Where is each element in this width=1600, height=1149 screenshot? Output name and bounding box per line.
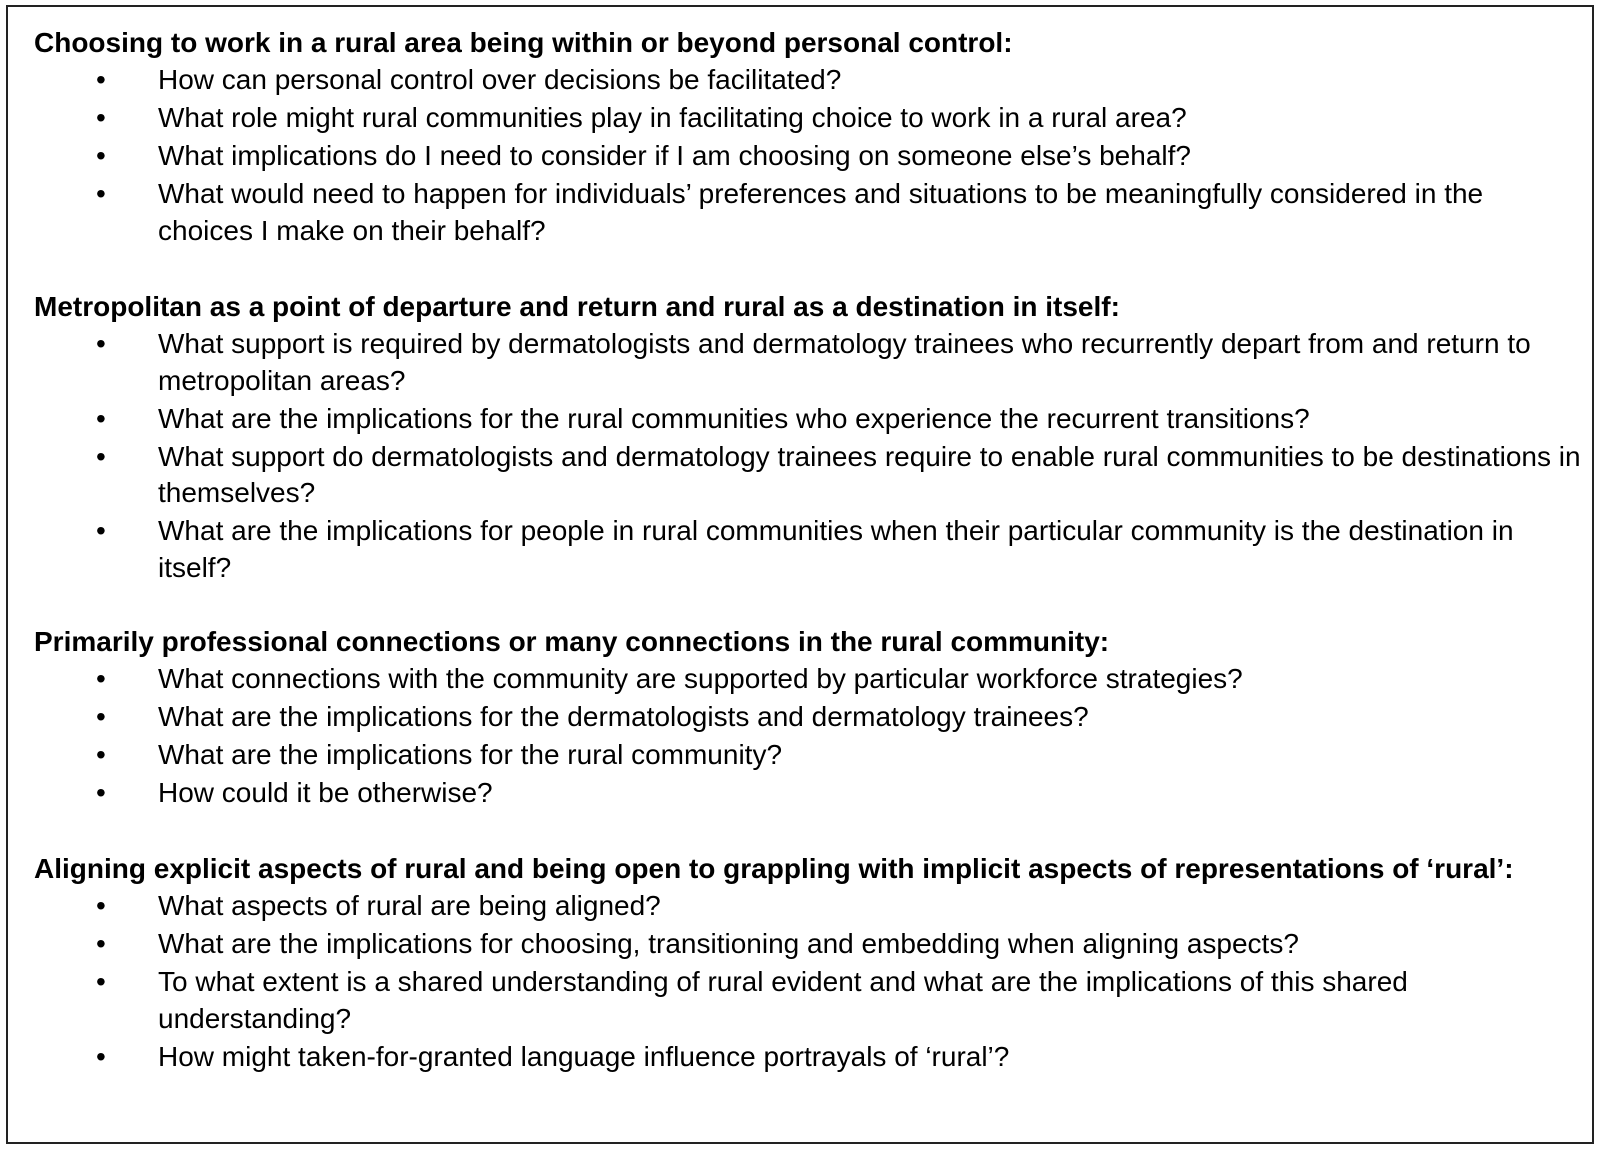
bullet-icon: • xyxy=(96,402,106,434)
question-list xyxy=(34,661,1582,812)
bullet-icon: • xyxy=(96,928,106,959)
section-personal-control xyxy=(34,23,1582,251)
list-item xyxy=(34,737,1582,774)
list-item-text: What support is required by dermatologists and dermatology trainees who recurrently depart from and return to metropolitan areas? xyxy=(158,328,1531,396)
question-list xyxy=(34,888,1582,1075)
list-item xyxy=(34,439,1582,512)
bullet-icon: • xyxy=(96,966,106,997)
section-aligning-rural xyxy=(34,849,1582,1077)
list-item-text: What would need to happen for individuals’ preferences and situations to be meaningfully considered in the choices I make on their behalf? xyxy=(158,178,1484,246)
list-item-text: To what extent is a shared understanding of rural evident and what are the implications of this shared understanding? xyxy=(158,966,1408,1034)
list-item-text: What are the implications for the rural communities who experience the recurrent transitions? xyxy=(158,402,1310,434)
list-item xyxy=(34,62,1582,99)
bullet-icon: • xyxy=(96,515,106,546)
list-item xyxy=(34,888,1582,925)
list-item-text: What aspects of rural are being aligned? xyxy=(158,890,661,921)
list-item xyxy=(34,401,1582,438)
list-item-text: What are the implications for choosing, transitioning and embedding when aligning aspects? xyxy=(158,928,1299,959)
bullet-icon: • xyxy=(96,178,106,209)
list-item-text: What are the implications for the dermatologists and dermatology trainees? xyxy=(158,701,1089,732)
bullet-icon: • xyxy=(96,777,106,808)
bullet-icon: • xyxy=(96,890,106,921)
bullet-icon: • xyxy=(96,663,106,694)
list-item xyxy=(34,964,1582,1037)
list-item-text: What role might rural communities play in facilitating choice to work in a rural area? xyxy=(158,102,1187,133)
list-item-text: What are the implications for the rural community? xyxy=(158,739,783,770)
list-item xyxy=(34,138,1582,175)
list-item-text: What connections with the community are supported by particular workforce strategies? xyxy=(158,663,1243,694)
bullet-icon: • xyxy=(96,102,106,133)
bullet-icon: • xyxy=(96,739,106,770)
list-item xyxy=(34,699,1582,736)
section-connections xyxy=(34,622,1582,813)
list-item-text: How might taken-for-granted language influence portrayals of ‘rural’? xyxy=(158,1040,1010,1072)
bullet-icon: • xyxy=(96,440,106,472)
list-item-text: What implications do I need to consider if I am choosing on someone else’s behalf? xyxy=(158,140,1191,171)
question-list xyxy=(34,326,1582,586)
list-item xyxy=(34,513,1582,586)
bullet-icon: • xyxy=(96,701,106,732)
list-item-text: What support do dermatologists and dermatology trainees require to enable rural communities to be destinations in themselves? xyxy=(158,440,1581,508)
section-heading: Primarily professional connections or many connections in the rural community: xyxy=(34,626,1110,657)
bullet-icon: • xyxy=(96,64,106,95)
document-frame xyxy=(6,5,1594,1144)
list-item xyxy=(34,661,1582,698)
list-item xyxy=(34,176,1582,249)
section-heading: Metropolitan as a point of departure and return and rural as a destination in itself: xyxy=(34,291,1120,322)
question-list xyxy=(34,62,1582,249)
bullet-icon: • xyxy=(96,1040,106,1072)
section-departure-return xyxy=(34,287,1582,588)
bullet-icon: • xyxy=(96,328,106,359)
list-item xyxy=(34,1039,1582,1076)
list-item xyxy=(34,326,1582,399)
list-item-text: How could it be otherwise? xyxy=(158,777,493,808)
section-heading: Aligning explicit aspects of rural and being open to grappling with implicit aspects of representations of ‘rural’: xyxy=(34,853,1514,884)
bullet-icon: • xyxy=(96,140,106,171)
list-item xyxy=(34,100,1582,137)
list-item xyxy=(34,926,1582,963)
list-item-text: What are the implications for people in rural communities when their particular community is the destination in itself? xyxy=(158,515,1514,583)
list-item-text: How can personal control over decisions be facilitated? xyxy=(158,64,842,95)
section-heading: Choosing to work in a rural area being within or beyond personal control: xyxy=(34,27,1013,58)
list-item xyxy=(34,775,1582,812)
